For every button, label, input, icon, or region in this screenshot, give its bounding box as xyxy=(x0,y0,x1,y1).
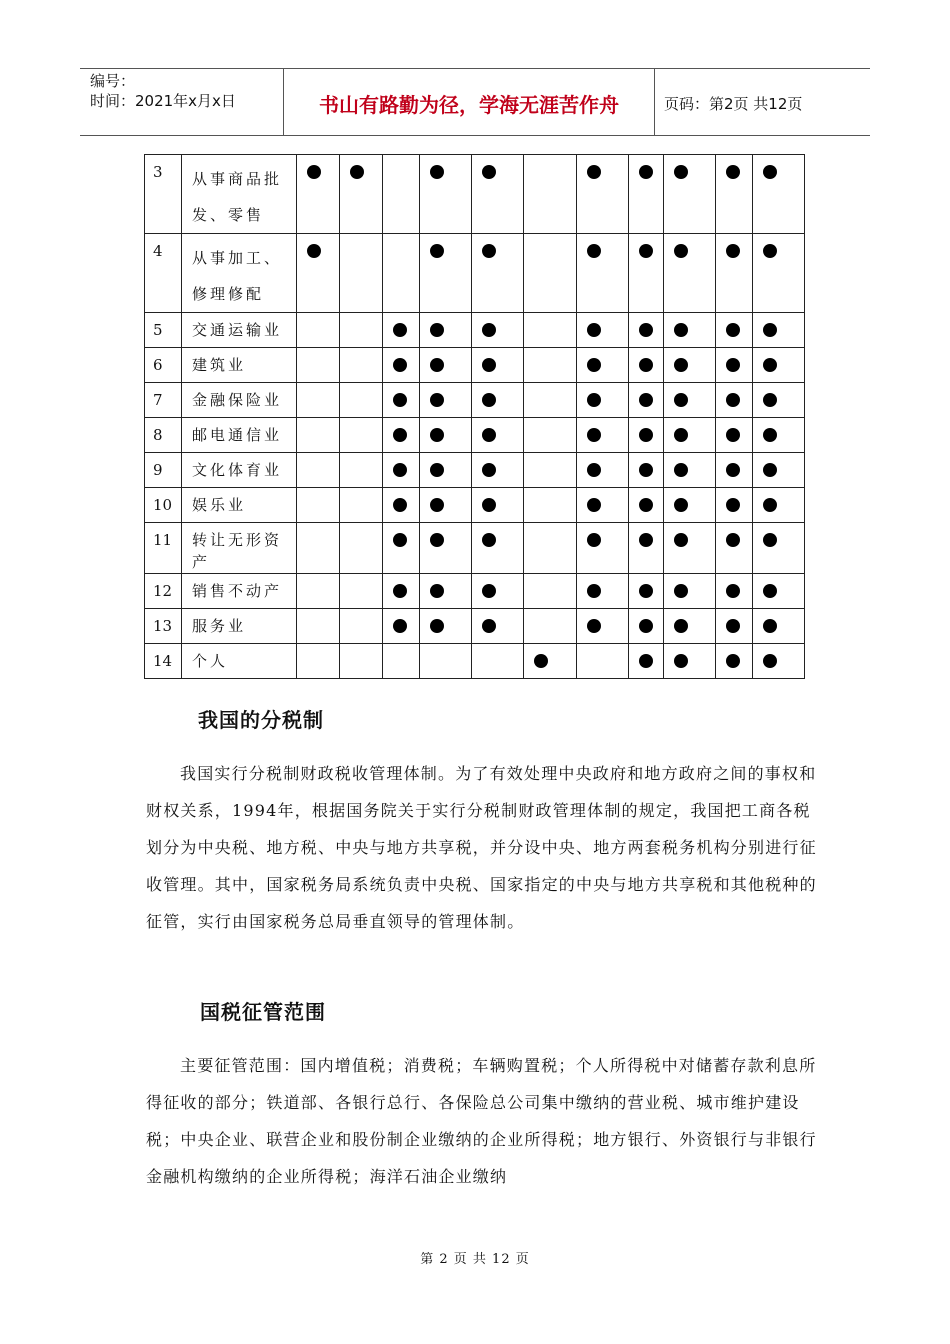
applicable-dot-icon xyxy=(639,428,653,442)
table-cell xyxy=(472,383,524,418)
table-cell xyxy=(577,348,629,383)
applicable-dot-icon xyxy=(430,619,444,633)
table-cell xyxy=(716,644,753,679)
table-cell xyxy=(297,523,340,574)
table-row xyxy=(145,418,844,453)
table-cell xyxy=(629,609,664,644)
table-cell xyxy=(297,574,340,609)
applicable-dot-icon xyxy=(430,428,444,442)
table-cell xyxy=(340,313,383,348)
table-cell xyxy=(420,383,472,418)
table-cell xyxy=(472,453,524,488)
table-cell xyxy=(753,234,805,313)
table-cell xyxy=(472,348,524,383)
applicable-dot-icon xyxy=(763,428,777,442)
applicable-dot-icon xyxy=(639,463,653,477)
table-cell xyxy=(716,488,753,523)
header-info xyxy=(90,71,236,111)
table-cell xyxy=(664,234,716,313)
applicable-dot-icon xyxy=(393,498,407,512)
table-row xyxy=(145,488,844,523)
applicable-dot-icon xyxy=(350,165,364,179)
applicable-dot-icon xyxy=(674,654,688,668)
row-label: 从事加工、修理修配 xyxy=(182,234,297,313)
page-footer: 第 2 页 共 12 页 xyxy=(420,1252,530,1267)
table-cell xyxy=(664,155,716,234)
table-cell xyxy=(340,488,383,523)
row-number: 11 xyxy=(145,523,182,574)
applicable-dot-icon xyxy=(763,244,777,258)
table-cell xyxy=(577,574,629,609)
table-row xyxy=(145,313,844,348)
applicable-dot-icon xyxy=(763,323,777,337)
applicable-dot-icon xyxy=(587,323,601,337)
applicable-dot-icon xyxy=(587,584,601,598)
applicable-dot-icon xyxy=(430,498,444,512)
table-cell xyxy=(577,234,629,313)
applicable-dot-icon xyxy=(430,584,444,598)
row-number: 4 xyxy=(145,234,182,313)
applicable-dot-icon xyxy=(639,654,653,668)
table-cell xyxy=(297,488,340,523)
table-row xyxy=(145,234,844,313)
applicable-dot-icon xyxy=(534,654,548,668)
table-cell xyxy=(420,155,472,234)
table-cell xyxy=(524,348,577,383)
applicable-dot-icon xyxy=(726,165,740,179)
row-label: 交通运输业 xyxy=(182,313,297,348)
table-cell xyxy=(297,234,340,313)
applicable-dot-icon xyxy=(587,463,601,477)
table-row xyxy=(145,523,844,574)
table-cell xyxy=(340,418,383,453)
header-motto: 书山有路勤为径，学海无涯苦作舟 xyxy=(319,93,619,117)
table-cell xyxy=(472,155,524,234)
row-label: 金融保险业 xyxy=(182,383,297,418)
applicable-dot-icon xyxy=(482,498,496,512)
table-cell xyxy=(753,574,805,609)
section-paragraph-guoshui xyxy=(146,1047,826,1195)
applicable-dot-icon xyxy=(763,498,777,512)
applicable-dot-icon xyxy=(430,244,444,258)
table-cell xyxy=(664,523,716,574)
section-paragraph-fenshuizhi xyxy=(146,755,826,940)
table-cell xyxy=(383,488,420,523)
row-number: 6 xyxy=(145,348,182,383)
table-cell xyxy=(383,523,420,574)
applicable-dot-icon xyxy=(763,584,777,598)
applicable-dot-icon xyxy=(763,533,777,547)
applicable-dot-icon xyxy=(726,393,740,407)
applicable-dot-icon xyxy=(482,244,496,258)
table-cell xyxy=(577,155,629,234)
row-label: 娱乐业 xyxy=(182,488,297,523)
table-cell xyxy=(664,574,716,609)
applicable-dot-icon xyxy=(482,323,496,337)
applicable-dot-icon xyxy=(587,393,601,407)
applicable-dot-icon xyxy=(674,358,688,372)
applicable-dot-icon xyxy=(726,358,740,372)
applicable-dot-icon xyxy=(430,165,444,179)
row-label: 转让无形资产 xyxy=(182,523,297,574)
table-cell xyxy=(577,488,629,523)
applicable-dot-icon xyxy=(587,358,601,372)
applicable-dot-icon xyxy=(726,323,740,337)
table-row xyxy=(145,155,844,234)
row-number: 9 xyxy=(145,453,182,488)
table-cell xyxy=(340,155,383,234)
table-row xyxy=(145,609,844,644)
table-cell xyxy=(420,348,472,383)
applicable-dot-icon xyxy=(482,584,496,598)
applicable-dot-icon xyxy=(482,393,496,407)
table-cell xyxy=(472,644,524,679)
table-cell xyxy=(297,383,340,418)
table-cell xyxy=(577,383,629,418)
table-cell xyxy=(753,383,805,418)
applicable-dot-icon xyxy=(763,619,777,633)
table-cell xyxy=(664,488,716,523)
applicable-dot-icon xyxy=(763,654,777,668)
table-cell xyxy=(297,155,340,234)
table-cell xyxy=(716,574,753,609)
table-cell xyxy=(297,418,340,453)
table-cell xyxy=(753,348,805,383)
applicable-dot-icon xyxy=(430,358,444,372)
table-cell xyxy=(716,348,753,383)
section-heading-guoshui: 国税征管范围 xyxy=(200,1000,326,1024)
row-number: 13 xyxy=(145,609,182,644)
applicable-dot-icon xyxy=(393,393,407,407)
table-cell xyxy=(664,383,716,418)
table-cell xyxy=(524,609,577,644)
applicable-dot-icon xyxy=(726,619,740,633)
table-cell xyxy=(297,453,340,488)
table-cell xyxy=(297,348,340,383)
applicable-dot-icon xyxy=(430,533,444,547)
table-cell xyxy=(524,453,577,488)
table-cell xyxy=(716,418,753,453)
table-cell xyxy=(524,523,577,574)
applicable-dot-icon xyxy=(726,584,740,598)
row-label: 服务业 xyxy=(182,609,297,644)
table-cell xyxy=(577,313,629,348)
table-cell xyxy=(629,234,664,313)
section-heading-fenshuizhi: 我国的分税制 xyxy=(198,708,324,732)
table-cell xyxy=(383,453,420,488)
applicable-dot-icon xyxy=(674,619,688,633)
applicable-dot-icon xyxy=(393,323,407,337)
table-cell xyxy=(524,574,577,609)
applicable-dot-icon xyxy=(674,393,688,407)
page-header xyxy=(80,68,870,136)
table-cell xyxy=(629,453,664,488)
table-cell xyxy=(383,348,420,383)
table-cell xyxy=(664,348,716,383)
table-cell xyxy=(629,523,664,574)
table-cell xyxy=(716,609,753,644)
applicable-dot-icon xyxy=(639,165,653,179)
row-number: 7 xyxy=(145,383,182,418)
table-cell xyxy=(524,644,577,679)
applicable-dot-icon xyxy=(587,533,601,547)
table-cell xyxy=(297,313,340,348)
table-cell xyxy=(340,453,383,488)
table-cell xyxy=(340,644,383,679)
row-label: 从事商品批发、零售 xyxy=(182,155,297,234)
applicable-dot-icon xyxy=(393,533,407,547)
table-cell xyxy=(340,574,383,609)
table-cell xyxy=(753,488,805,523)
applicable-dot-icon xyxy=(482,428,496,442)
row-label: 销售不动产 xyxy=(182,574,297,609)
applicable-dot-icon xyxy=(482,533,496,547)
table-cell xyxy=(383,383,420,418)
table-cell xyxy=(383,313,420,348)
table-cell xyxy=(420,523,472,574)
applicable-dot-icon xyxy=(726,498,740,512)
table-cell xyxy=(383,234,420,313)
table-cell xyxy=(716,453,753,488)
table-cell xyxy=(753,644,805,679)
table-cell xyxy=(524,313,577,348)
applicable-dot-icon xyxy=(726,654,740,668)
table-cell xyxy=(716,383,753,418)
table-cell xyxy=(297,609,340,644)
table-cell xyxy=(524,488,577,523)
table-cell xyxy=(664,609,716,644)
header-divider-right xyxy=(654,69,655,135)
tax-category-table xyxy=(144,154,844,679)
table-row xyxy=(145,348,844,383)
table-row xyxy=(145,574,844,609)
table-cell xyxy=(629,383,664,418)
applicable-dot-icon xyxy=(674,428,688,442)
applicable-dot-icon xyxy=(393,619,407,633)
table-cell xyxy=(420,574,472,609)
table-cell xyxy=(629,574,664,609)
table-cell xyxy=(577,453,629,488)
applicable-dot-icon xyxy=(674,533,688,547)
table-cell xyxy=(420,418,472,453)
table-cell xyxy=(577,644,629,679)
serial-label: 编号： xyxy=(90,72,136,90)
table-cell xyxy=(472,523,524,574)
applicable-dot-icon xyxy=(763,358,777,372)
table-cell xyxy=(420,313,472,348)
applicable-dot-icon xyxy=(726,244,740,258)
table-cell xyxy=(629,348,664,383)
applicable-dot-icon xyxy=(307,244,321,258)
applicable-dot-icon xyxy=(726,428,740,442)
table-cell xyxy=(383,609,420,644)
table-cell xyxy=(472,609,524,644)
row-number: 10 xyxy=(145,488,182,523)
applicable-dot-icon xyxy=(639,244,653,258)
table-cell xyxy=(753,418,805,453)
applicable-dot-icon xyxy=(587,498,601,512)
table-cell xyxy=(420,234,472,313)
table-row xyxy=(145,383,844,418)
applicable-dot-icon xyxy=(307,165,321,179)
table-cell xyxy=(340,383,383,418)
applicable-dot-icon xyxy=(763,393,777,407)
table-cell xyxy=(629,313,664,348)
applicable-dot-icon xyxy=(763,463,777,477)
table-cell xyxy=(383,155,420,234)
applicable-dot-icon xyxy=(587,619,601,633)
table-cell xyxy=(524,383,577,418)
applicable-dot-icon xyxy=(587,428,601,442)
applicable-dot-icon xyxy=(430,393,444,407)
applicable-dot-icon xyxy=(482,463,496,477)
paragraph-text: 主要征管范围：国内增值税；消费税；车辆购置税；个人所得税中对储蓄存款利息所得征收的部分；铁道部、各银行总行、各保险总公司集中缴纳的营业税、城市维护建设税；中央企业、联营企业和股份制企业缴纳的企业所得税；地方银行、外资银行与非银行金融机构缴纳的企业所得税；海洋石油企业缴纳 xyxy=(146,1056,817,1186)
table-cell xyxy=(340,523,383,574)
table-cell xyxy=(629,155,664,234)
row-number: 8 xyxy=(145,418,182,453)
applicable-dot-icon xyxy=(393,428,407,442)
applicable-dot-icon xyxy=(763,165,777,179)
table-cell xyxy=(340,234,383,313)
table-cell xyxy=(524,418,577,453)
applicable-dot-icon xyxy=(674,323,688,337)
table-cell xyxy=(664,313,716,348)
table-cell xyxy=(420,453,472,488)
table-cell xyxy=(577,609,629,644)
applicable-dot-icon xyxy=(482,165,496,179)
table-cell xyxy=(753,523,805,574)
table-cell xyxy=(753,453,805,488)
applicable-dot-icon xyxy=(587,165,601,179)
row-number: 12 xyxy=(145,574,182,609)
applicable-dot-icon xyxy=(674,498,688,512)
applicable-dot-icon xyxy=(674,584,688,598)
applicable-dot-icon xyxy=(639,323,653,337)
applicable-dot-icon xyxy=(639,533,653,547)
row-label: 文化体育业 xyxy=(182,453,297,488)
table-cell xyxy=(664,453,716,488)
table-cell xyxy=(297,644,340,679)
table-cell xyxy=(472,418,524,453)
table-cell xyxy=(629,488,664,523)
table-cell xyxy=(472,488,524,523)
row-label: 邮电通信业 xyxy=(182,418,297,453)
table-cell xyxy=(472,234,524,313)
table-cell xyxy=(383,574,420,609)
table-cell xyxy=(629,418,664,453)
table-cell xyxy=(577,523,629,574)
table-cell xyxy=(753,155,805,234)
applicable-dot-icon xyxy=(639,358,653,372)
table-row xyxy=(145,644,844,679)
row-number: 14 xyxy=(145,644,182,679)
table-cell xyxy=(420,609,472,644)
paragraph-text: 我国实行分税制财政税收管理体制。为了有效处理中央政府和地方政府之间的事权和财权关系，1994年，根据国务院关于实行分税制财政管理体制的规定，我国把工商各税划分为中央税、地方税、中央与地方共享税，并分设中央、地方两套税务机构分别进行征收管理。其中，国家税务局系统负责中央税、国家指定的中央与地方共享税和其他税种的征管，实行由国家税务总局垂直领导的管理体制。 xyxy=(146,764,817,931)
table-cell xyxy=(340,348,383,383)
table-cell xyxy=(629,644,664,679)
table-cell xyxy=(716,155,753,234)
table-cell xyxy=(664,644,716,679)
applicable-dot-icon xyxy=(674,244,688,258)
applicable-dot-icon xyxy=(393,463,407,477)
table-cell xyxy=(383,644,420,679)
applicable-dot-icon xyxy=(393,584,407,598)
applicable-dot-icon xyxy=(393,358,407,372)
applicable-dot-icon xyxy=(726,533,740,547)
date-label: 时间：2021年x月x日 xyxy=(90,92,236,110)
applicable-dot-icon xyxy=(639,584,653,598)
table-cell xyxy=(340,609,383,644)
row-number: 5 xyxy=(145,313,182,348)
table-cell xyxy=(524,155,577,234)
row-label: 建筑业 xyxy=(182,348,297,383)
table-cell xyxy=(716,234,753,313)
applicable-dot-icon xyxy=(482,619,496,633)
table-cell xyxy=(420,488,472,523)
applicable-dot-icon xyxy=(639,393,653,407)
table-cell xyxy=(716,523,753,574)
applicable-dot-icon xyxy=(430,463,444,477)
table-cell xyxy=(472,313,524,348)
applicable-dot-icon xyxy=(674,165,688,179)
header-page-number: 页码：第2页 共12页 xyxy=(664,95,803,113)
applicable-dot-icon xyxy=(674,463,688,477)
table-cell xyxy=(577,418,629,453)
table-cell xyxy=(420,644,472,679)
applicable-dot-icon xyxy=(639,498,653,512)
table-cell xyxy=(716,313,753,348)
table-cell xyxy=(664,418,716,453)
applicable-dot-icon xyxy=(587,244,601,258)
table-cell xyxy=(753,609,805,644)
applicable-dot-icon xyxy=(430,323,444,337)
table-cell xyxy=(383,418,420,453)
table-row xyxy=(145,453,844,488)
row-label: 个人 xyxy=(182,644,297,679)
row-number: 3 xyxy=(145,155,182,234)
applicable-dot-icon xyxy=(482,358,496,372)
table-cell xyxy=(753,313,805,348)
table-body xyxy=(145,155,844,679)
applicable-dot-icon xyxy=(726,463,740,477)
table-cell xyxy=(472,574,524,609)
table-cell xyxy=(524,234,577,313)
applicable-dot-icon xyxy=(639,619,653,633)
